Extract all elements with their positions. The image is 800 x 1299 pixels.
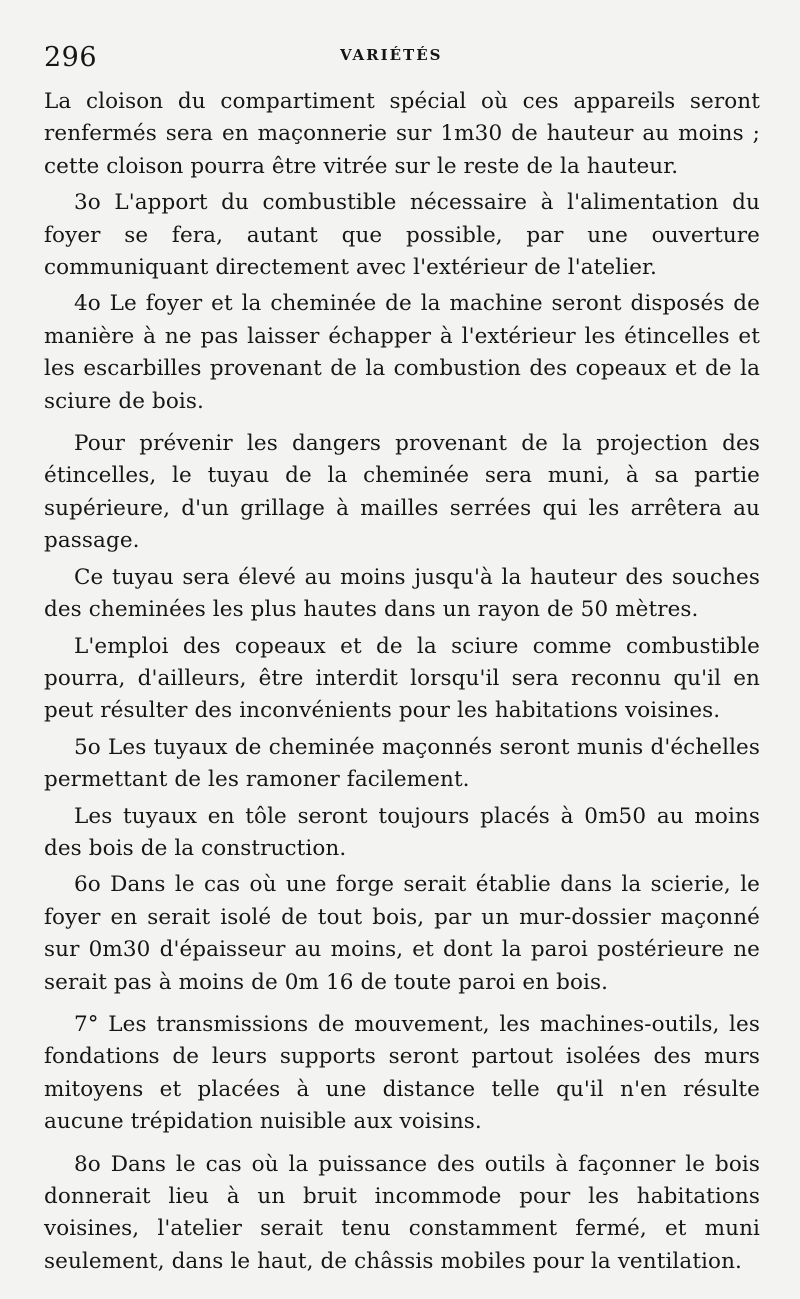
page-number: 296 <box>44 42 98 73</box>
paragraph-item-8: 8o Dans le cas où la puissance des outils à façonner le bois donnerait lieu à un bruit incommode pour les habitations voisines, l'atelier serait tenu constamment fermé, et muni seulement, dans le haut, de châssis mobiles pour la ventilation. <box>44 1151 760 1274</box>
paragraph-emploi-copeaux: L'emploi des copeaux et de la sciure comme combustible pourra, d'ailleurs, être interdit lorsqu'il sera reconnu qu'il en peut résulter des inconvénients pour les habitations voisines. <box>44 633 760 724</box>
paragraph-item-6: 6o Dans le cas où une forge serait établie dans la scierie, le foyer en serait isolé de tout bois, par un mur-dossier maçonné sur 0m30 d'épaisseur au moins, et dont la paroi postérieure ne serait pas à moins de 0m 16 de toute paroi en bois. <box>44 872 760 995</box>
paragraph-item-7: 7° Les transmissions de mouvement, les machines-outils, les fondations de leurs supports seront partout isolées des murs mitoyens et placées à une distance telle qu'il n'en résulte aucune trépidation nuisible aux voisins. <box>44 1011 760 1135</box>
paragraph-item-5: 5o Les tuyaux de cheminée maçonnés seront munis d'échelles permettant de les ramoner facilement. <box>44 734 760 793</box>
paragraph-item-3: 3o L'apport du combustible nécessaire à l'alimentation du foyer se fera, autant que possible, par une ouverture communiquant directement avec l'extérieur de l'atelier. <box>44 190 760 281</box>
paragraph-tuyau: Ce tuyau sera élevé au moins jusqu'à la hauteur des souches des cheminées les plus hautes dans un rayon de 50 mètres. <box>44 564 760 623</box>
body-text <box>44 86 760 1278</box>
paragraph-cloison: La cloison du compartiment spécial où ces appareils seront renfermés sera en maçonnerie sur 1m30 de hauteur au moins ; cette cloison pourra être vitrée sur le reste de la hauteur. <box>44 89 760 179</box>
paragraph-projection: Pour prévenir les dangers provenant de la projection des étincelles, le tuyau de la cheminée sera muni, à sa partie supérieure, d'un grillage à mailles serrées qui les arrêtera au passage. <box>44 431 760 554</box>
running-head <box>44 42 760 82</box>
paragraph-item-4: 4o Le foyer et la cheminée de la machine seront disposés de manière à ne pas laisser échapper à l'extérieur les étincelles et les escarbilles provenant de la combustion des copeaux et de la sciure de bois. <box>44 291 760 414</box>
section-title: VARIÉTÉS <box>340 46 443 64</box>
paragraph-tuyaux-tole: Les tuyaux en tôle seront toujours placés à 0m50 au moins des bois de la construction. <box>44 803 760 861</box>
